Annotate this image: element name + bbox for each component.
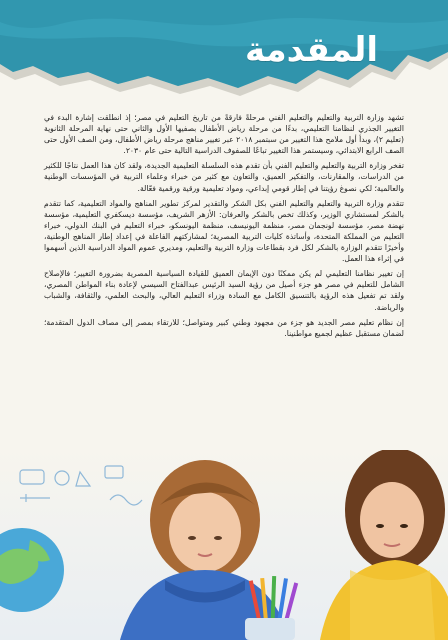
intro-text [44, 112, 404, 343]
students-illustration [0, 450, 448, 640]
paragraph: تتقدم وزارة التربية والتعليم والتعليم الفني بكل الشكر والتقدير لمركز تطوير المناهج والمواد التعليمية، كما تتقدم بالشكر لمستشاري الوزير، وكذلك تخص بالشكر والعرفان: الأزهر الشريف، مؤسسة ديسكفري التعليمية، مؤسسة نهضة مصر، مؤسسة لونجمان مصر، منظمة اليونيسف، منظمة اليونسكو، خبراء التعليم في البنك الدولي، خبراء التعليم من المملكة المتحدة، وأساتذة كليات التربية المصرية؛ لمشاركتهم الفاعلة في إعداد إطار المناهج الوطنية، وأخيرًا تتقدم الوزارة بالشكر لكل فرد بقطاعات وزارة التربية والتعليم، ومديري عموم المواد الدراسية الذين أسهموا في إثراء هذا العمل. [44, 198, 404, 264]
paragraph: إن نظام تعليم مصر الجديد هو جزء من مجهود وطني كبير ومتواصل؛ للارتقاء بمصر إلى مصاف الدول المتقدمة؛ لضمان مستقبل عظيم لجميع مواطنينا. [44, 317, 404, 338]
paragraph: إن تغيير نظامنا التعليمي لم يكن ممكنًا دون الإيمان العميق للقيادة السياسية المصرية بضرورة التغيير؛ فالإصلاح الشامل للتعليم في مصر هو جزء أصيل من رؤية السيد الرئيس عبدالفتاح السيسي لإعادة بناء المواطن المصري، ولقد تم تفعيل هذه الرؤية بالتنسيق الكامل مع السادة وزراء التعليم العالي، والبحث العلمي، والثقافة، والشباب والرياضة. [44, 269, 404, 312]
page-title: المقدمة [245, 30, 378, 70]
paragraph: تشهد وزارة التربية والتعليم والتعليم الفني مرحلةً فارقةً من تاريخ التعليم في مصر؛ إذ انطلقت إشارة البدء في التغيير الجذري لنظامنا التعليمي، بدءًا من مرحلة رياض الأطفال بصفيها الأول والثاني حتى نهاية المرحلة الثانوية (تعليم ٢)، وبدأ أول ملامح هذا التغيير من سبتمبر ٢٠١٨ عبر تغيير مناهج مرحلة رياض الأطفال، ومن الصف الأول حتى الصف الرابع الابتدائي، وسيستمر هذا التغيير تباعًا للصفوف الدراسية التالية حتى عام ٢٠٣٠. [44, 113, 405, 156]
paragraph: تفخر وزارة التربية والتعليم والتعليم الفني بأن تقدم هذه السلسلة التعليمية الجديدة، ولقد كان هذا العمل نتاجًا للكثير من الدراسات، والمقارنات، والتفكير العميق، والتعاون مع كثير من خبراء وعلماء التربية في المؤسسات الوطنية والعالمية؛ لكي نصوغ رؤيتنا في إطار قومي إبداعي، ومواد تعليمية ورقية ورقمية فعّالة. [44, 161, 404, 193]
header-banner [0, 0, 448, 105]
students-photo [0, 450, 448, 640]
torn-paper-banner [0, 0, 448, 105]
